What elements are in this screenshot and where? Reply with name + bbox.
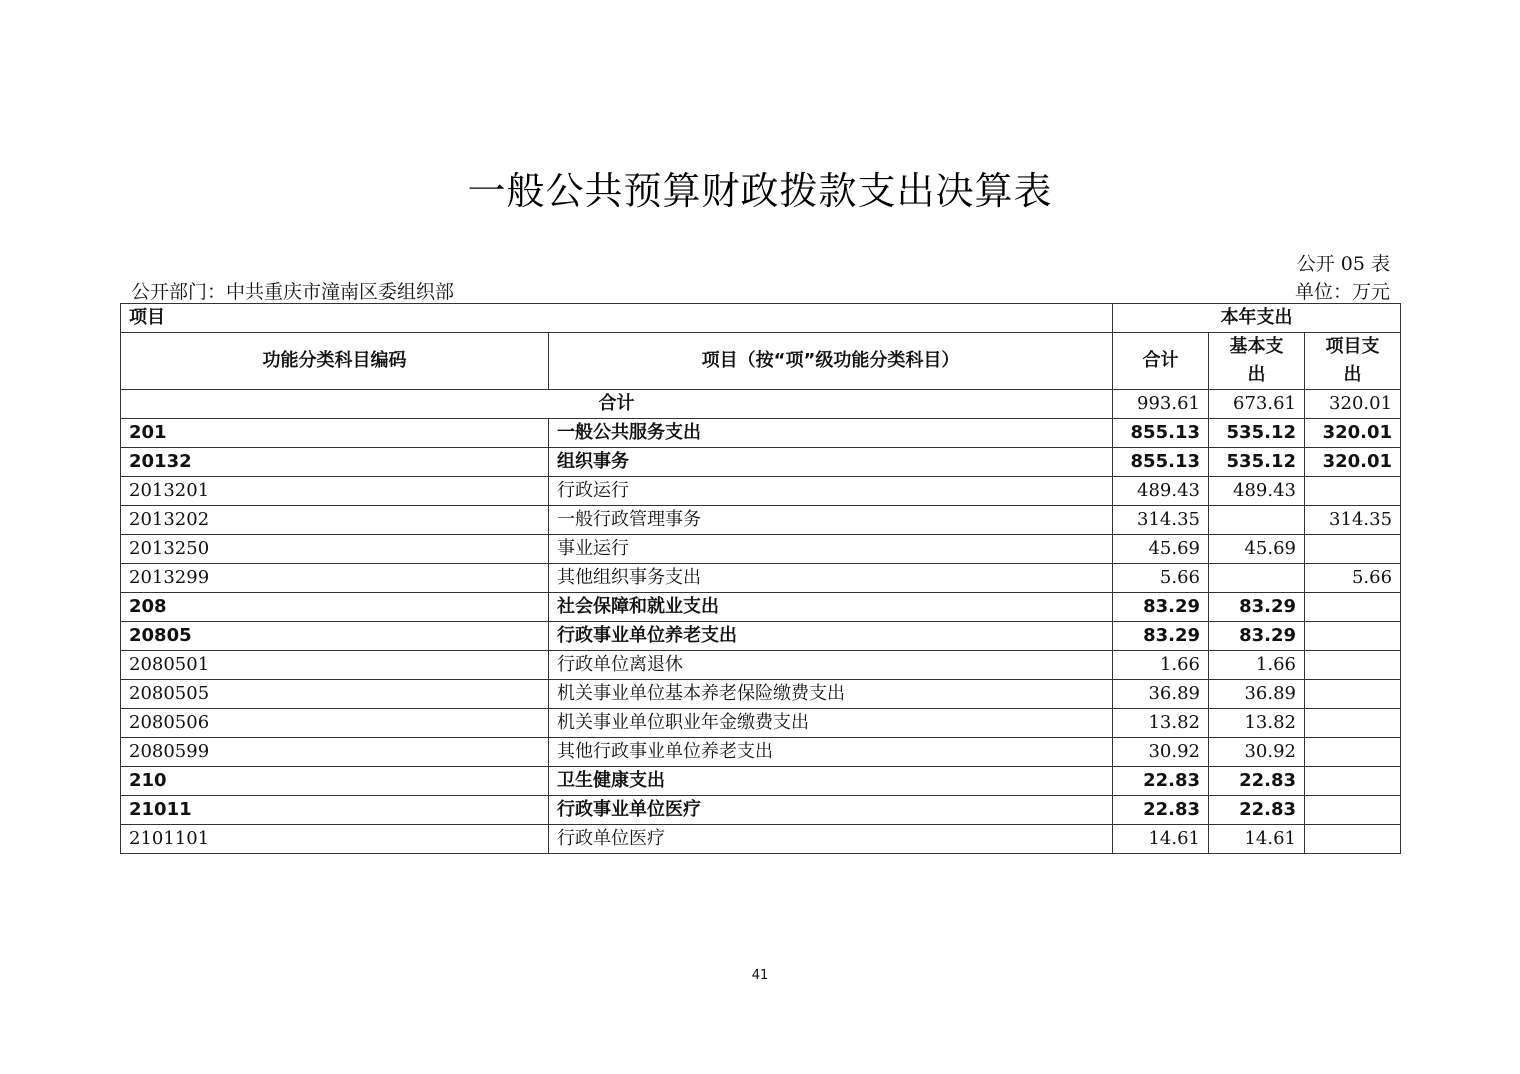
row-code: 208: [121, 593, 549, 622]
row-code: 2080501: [121, 651, 549, 680]
row-basic: 45.69: [1209, 535, 1305, 564]
row-basic: 30.92: [1209, 738, 1305, 767]
total-total: 993.61: [1113, 390, 1209, 419]
row-code: 2013299: [121, 564, 549, 593]
row-basic: [1209, 564, 1305, 593]
row-project: 320.01: [1305, 419, 1401, 448]
row-basic: 535.12: [1209, 419, 1305, 448]
table-row: [121, 506, 1401, 535]
row-total: 30.92: [1113, 738, 1209, 767]
table-row: [121, 622, 1401, 651]
row-project: [1305, 680, 1401, 709]
row-project: [1305, 767, 1401, 796]
row-code: 21011: [121, 796, 549, 825]
row-basic: 22.83: [1209, 796, 1305, 825]
row-code: 20132: [121, 448, 549, 477]
table-row: [121, 709, 1401, 738]
row-total: 855.13: [1113, 448, 1209, 477]
row-basic: 83.29: [1209, 622, 1305, 651]
row-name: 行政单位离退休: [549, 651, 1113, 680]
row-name: 行政事业单位医疗: [549, 796, 1113, 825]
table-row: [121, 651, 1401, 680]
table-row: [121, 593, 1401, 622]
row-basic: 1.66: [1209, 651, 1305, 680]
form-number: 公开 05 表: [1296, 253, 1390, 275]
row-code: 201: [121, 419, 549, 448]
row-name: 组织事务: [549, 448, 1113, 477]
table-row: [121, 738, 1401, 767]
total-label: 合计: [121, 390, 1113, 419]
row-name: 机关事业单位基本养老保险缴费支出: [549, 680, 1113, 709]
row-total: 855.13: [1113, 419, 1209, 448]
table-row: [121, 419, 1401, 448]
row-project: 314.35: [1305, 506, 1401, 535]
row-name: 行政运行: [549, 477, 1113, 506]
row-name: 一般行政管理事务: [549, 506, 1113, 535]
header-total: 合计: [1113, 333, 1209, 390]
header-current-year: 本年支出: [1113, 304, 1401, 333]
row-total: 36.89: [1113, 680, 1209, 709]
row-code: 2013250: [121, 535, 549, 564]
row-project: [1305, 709, 1401, 738]
header-row-top: [121, 304, 1401, 333]
row-name: 一般公共服务支出: [549, 419, 1113, 448]
row-project: [1305, 825, 1401, 854]
row-basic: 36.89: [1209, 680, 1305, 709]
header-row-columns: [121, 333, 1401, 390]
row-basic: [1209, 506, 1305, 535]
row-code: 2080506: [121, 709, 549, 738]
table-row: [121, 680, 1401, 709]
row-project: [1305, 535, 1401, 564]
header-name: 项目（按“项”级功能分类科目）: [549, 333, 1113, 390]
table-row: [121, 448, 1401, 477]
row-name: 事业运行: [549, 535, 1113, 564]
row-name: 社会保障和就业支出: [549, 593, 1113, 622]
table-row: [121, 796, 1401, 825]
row-total: 1.66: [1113, 651, 1209, 680]
total-basic: 673.61: [1209, 390, 1305, 419]
row-basic: 13.82: [1209, 709, 1305, 738]
row-total: 489.43: [1113, 477, 1209, 506]
row-name: 其他组织事务支出: [549, 564, 1113, 593]
unit-label: 单位：万元: [1294, 281, 1390, 303]
row-name: 其他行政事业单位养老支出: [549, 738, 1113, 767]
table-row: [121, 535, 1401, 564]
row-total: 14.61: [1113, 825, 1209, 854]
row-total: 13.82: [1113, 709, 1209, 738]
table-row: [121, 767, 1401, 796]
row-name: 卫生健康支出: [549, 767, 1113, 796]
row-total: 83.29: [1113, 593, 1209, 622]
row-code: 2080599: [121, 738, 549, 767]
row-code: 210: [121, 767, 549, 796]
row-code: 2013202: [121, 506, 549, 535]
row-total: 22.83: [1113, 767, 1209, 796]
row-project: [1305, 796, 1401, 825]
row-basic: 83.29: [1209, 593, 1305, 622]
row-code: 20805: [121, 622, 549, 651]
row-project: [1305, 477, 1401, 506]
row-name: 行政事业单位养老支出: [549, 622, 1113, 651]
row-code: 2013201: [121, 477, 549, 506]
row-total: 83.29: [1113, 622, 1209, 651]
department-label: 公开部门：中共重庆市潼南区委组织部: [131, 281, 455, 303]
table-row: [121, 825, 1401, 854]
row-basic: 14.61: [1209, 825, 1305, 854]
row-basic: 22.83: [1209, 767, 1305, 796]
row-total: 5.66: [1113, 564, 1209, 593]
header-code: 功能分类科目编码: [121, 333, 549, 390]
row-basic: 489.43: [1209, 477, 1305, 506]
total-row: [121, 390, 1401, 419]
row-total: 45.69: [1113, 535, 1209, 564]
row-name: 行政单位医疗: [549, 825, 1113, 854]
header-basic: [1209, 333, 1305, 390]
page-number: 41: [751, 968, 769, 983]
table-row: [121, 477, 1401, 506]
row-name: 机关事业单位职业年金缴费支出: [549, 709, 1113, 738]
page-title: 一般公共预算财政拨款支出决算表: [467, 169, 1053, 213]
row-project: [1305, 651, 1401, 680]
row-total: 314.35: [1113, 506, 1209, 535]
header-project-text: 项目支 出: [1325, 336, 1380, 385]
row-code: 2080505: [121, 680, 549, 709]
total-project: 320.01: [1305, 390, 1401, 419]
row-basic: 535.12: [1209, 448, 1305, 477]
table-row: [121, 564, 1401, 593]
row-total: 22.83: [1113, 796, 1209, 825]
header-item: 项目: [121, 304, 1113, 333]
row-project: [1305, 622, 1401, 651]
budget-table: [120, 303, 1401, 854]
row-project: 5.66: [1305, 564, 1401, 593]
header-project: [1305, 333, 1401, 390]
row-code: 2101101: [121, 825, 549, 854]
row-project: [1305, 593, 1401, 622]
header-basic-text: 基本支 出: [1229, 336, 1284, 385]
row-project: [1305, 738, 1401, 767]
row-project: 320.01: [1305, 448, 1401, 477]
